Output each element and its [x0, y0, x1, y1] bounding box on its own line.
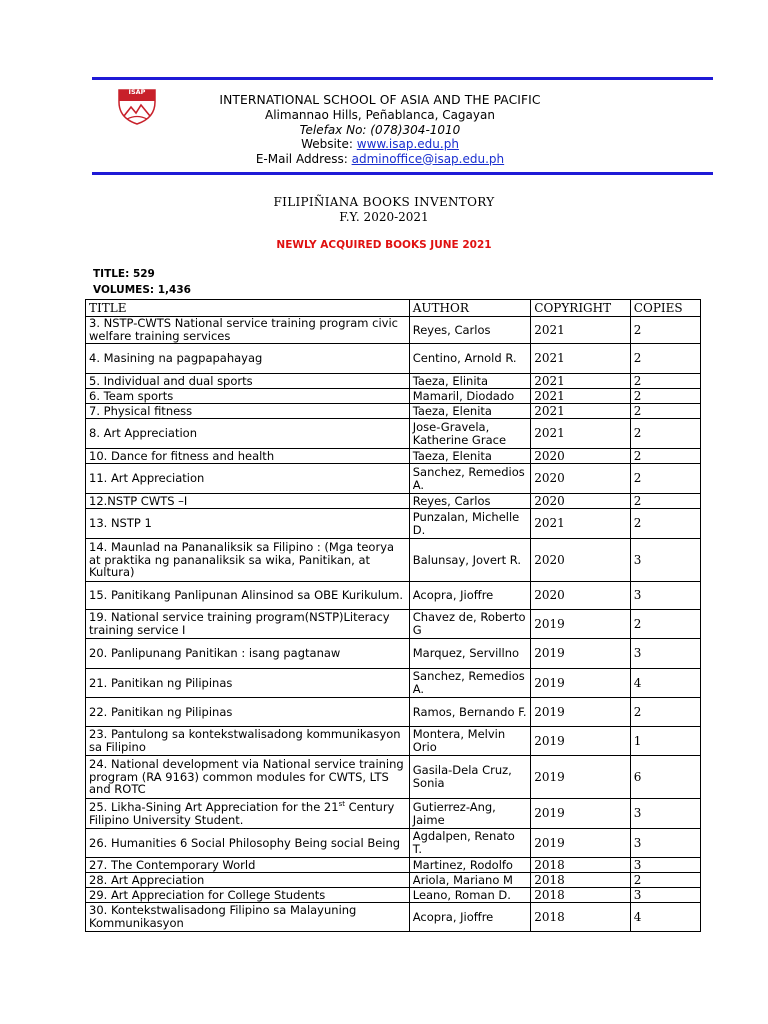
cell-title: 8. Art Appreciation	[86, 419, 410, 449]
table-row	[86, 610, 701, 639]
cell-title: 27. The Contemporary World	[86, 858, 410, 873]
cell-author: Taeza, Elinita	[409, 374, 531, 389]
cell-author: Acopra, Jioffre	[409, 582, 531, 610]
cell-copies: 3	[630, 799, 700, 829]
cell-title: 28. Art Appreciation	[86, 873, 410, 888]
cell-copyright: 2019	[531, 669, 631, 698]
cell-title: 24. National development via National service training program (RA 9163) common modules for CWTS, LTS and ROTC	[86, 756, 410, 799]
cell-copies: 3	[630, 829, 700, 858]
cell-author: Agdalpen, Renato T.	[409, 829, 531, 858]
cell-copyright: 2021	[531, 404, 631, 419]
table-row	[86, 449, 701, 464]
cell-copyright: 2021	[531, 344, 631, 374]
cell-author: Acopra, Jioffre	[409, 903, 531, 932]
cell-copyright: 2021	[531, 389, 631, 404]
cell-copyright: 2019	[531, 799, 631, 829]
cell-author: Jose-Gravela, Katherine Grace	[409, 419, 531, 449]
cell-author: Reyes, Carlos	[409, 494, 531, 509]
school-email	[160, 152, 600, 167]
website-link[interactable]: www.isap.edu.ph	[356, 137, 459, 151]
cell-copies: 2	[630, 404, 700, 419]
table-row	[86, 582, 701, 610]
cell-title-superscript: st	[338, 799, 345, 808]
table-row	[86, 888, 701, 903]
table-row	[86, 404, 701, 419]
newly-acquired-heading: NEWLY ACQUIRED BOOKS JUNE 2021	[276, 239, 492, 251]
table-row	[86, 374, 701, 389]
table-row	[86, 858, 701, 873]
table-row	[86, 727, 701, 756]
cell-copies: 2	[630, 389, 700, 404]
cell-copyright: 2018	[531, 873, 631, 888]
cell-title: 6. Team sports	[86, 389, 410, 404]
cell-title: 14. Maunlad na Pananaliksik sa Filipino : (Mga teorya at praktika ng pananaliksik sa wika, Panitikan, at Kultura)	[86, 539, 410, 582]
table-row	[86, 873, 701, 888]
cell-author: Mamaril, Diodado	[409, 389, 531, 404]
volumes-count: VOLUMES: 1,436	[93, 284, 191, 296]
header-copies: COPIES	[630, 300, 700, 317]
titles-count: TITLE: 529	[93, 268, 155, 280]
cell-copies: 2	[630, 449, 700, 464]
cell-title: 5. Individual and dual sports	[86, 374, 410, 389]
cell-title: 29. Art Appreciation for College Students	[86, 888, 410, 903]
school-address: Alimannao Hills, Peñablanca, Cagayan	[265, 108, 495, 122]
document-title: FILIPIÑIANA BOOKS INVENTORY	[273, 195, 495, 209]
cell-author: Centino, Arnold R.	[409, 344, 531, 374]
cell-copies: 2	[630, 317, 700, 344]
cell-copyright: 2020	[531, 582, 631, 610]
cell-copies: 3	[630, 539, 700, 582]
cell-copies: 3	[630, 858, 700, 873]
cell-title: 22. Panitikan ng Pilipinas	[86, 698, 410, 727]
cell-author: Taeza, Elenita	[409, 449, 531, 464]
cell-author: Balunsay, Jovert R.	[409, 539, 531, 582]
email-label: E-Mail Address:	[255, 151, 352, 166]
header-copyright: COPYRIGHT	[531, 300, 631, 317]
cell-copyright: 2020	[531, 464, 631, 494]
cell-copyright: 2018	[531, 903, 631, 932]
table-row	[86, 464, 701, 494]
cell-title: 11. Art Appreciation	[86, 464, 410, 494]
table-row	[86, 419, 701, 449]
cell-copies: 2	[630, 374, 700, 389]
cell-author: Gasila-Dela Cruz, Sonia	[409, 756, 531, 799]
cell-copyright: 2019	[531, 727, 631, 756]
cell-title: 23. Pantulong sa kontekstwalisadong kommunikasyon sa Filipino	[86, 727, 410, 756]
cell-author: Punzalan, Michelle D.	[409, 509, 531, 539]
cell-copyright: 2021	[531, 419, 631, 449]
table-row	[86, 539, 701, 582]
table-row	[86, 903, 701, 932]
cell-copyright: 2019	[531, 639, 631, 669]
cell-copyright: 2019	[531, 610, 631, 639]
cell-title: 19. National service training program(NSTP)Literacy training service I	[86, 610, 410, 639]
cell-author: Marquez, Servillno	[409, 639, 531, 669]
website-label: Website:	[301, 137, 357, 151]
cell-title-text: Century Filipino University Student.	[89, 799, 395, 827]
cell-title: 4. Masining na pagpapahayag	[86, 344, 410, 374]
cell-copies: 2	[630, 873, 700, 888]
cell-copies: 1	[630, 727, 700, 756]
inventory-table	[85, 299, 701, 932]
cell-copies: 3	[630, 582, 700, 610]
header-bottom-rule	[92, 172, 713, 175]
table-row	[86, 389, 701, 404]
cell-title: 3. NSTP-CWTS National service training program civic welfare training services	[86, 317, 410, 344]
table-header-row	[86, 300, 701, 317]
table-row	[86, 669, 701, 698]
cell-copyright: 2020	[531, 539, 631, 582]
fiscal-year: F.Y. 2020-2021	[339, 210, 429, 224]
cell-copyright: 2021	[531, 317, 631, 344]
cell-copyright: 2020	[531, 449, 631, 464]
cell-copies: 3	[630, 639, 700, 669]
cell-author: Sanchez, Remedios A.	[409, 464, 531, 494]
cell-copies: 3	[630, 888, 700, 903]
cell-copyright: 2021	[531, 509, 631, 539]
cell-title: 20. Panlipunang Panitikan : isang pagtanaw	[86, 639, 410, 669]
cell-copies: 6	[630, 756, 700, 799]
cell-author: Ariola, Mariano M	[409, 873, 531, 888]
cell-title: 30. Kontekstwalisadong Filipino sa Malayuning Kommunikasyon	[86, 903, 410, 932]
table-row	[86, 799, 701, 829]
table-row	[86, 344, 701, 374]
cell-title: 21. Panitikan ng Pilipinas	[86, 669, 410, 698]
table-row	[86, 639, 701, 669]
table-row	[86, 494, 701, 509]
cell-copyright: 2019	[531, 698, 631, 727]
cell-copies: 2	[630, 698, 700, 727]
school-telefax: Telefax No: (078)304-1010	[299, 122, 461, 137]
cell-title: 12.NSTP CWTS –I	[86, 494, 410, 509]
school-website	[160, 137, 600, 152]
cell-copies: 2	[630, 464, 700, 494]
cell-author: Leano, Roman D.	[409, 888, 531, 903]
header-author: AUTHOR	[409, 300, 531, 317]
cell-title-text: 25. Likha-Sining Art Appreciation for the 21	[89, 799, 339, 814]
cell-author: Ramos, Bernando F.	[409, 698, 531, 727]
cell-copyright: 2021	[531, 374, 631, 389]
cell-author: Montera, Melvin Orio	[409, 727, 531, 756]
cell-title: 10. Dance for fitness and health	[86, 449, 410, 464]
cell-author: Gutierrez-Ang, Jaime	[409, 799, 531, 829]
cell-title	[86, 799, 410, 829]
cell-title: 7. Physical fitness	[86, 404, 410, 419]
cell-copyright: 2018	[531, 888, 631, 903]
header-top-rule	[92, 77, 713, 80]
cell-copyright: 2018	[531, 858, 631, 873]
cell-title: 26. Humanities 6 Social Philosophy Being social Being	[86, 829, 410, 858]
logo-text: ISAP	[128, 88, 146, 96]
cell-copies: 4	[630, 669, 700, 698]
cell-copies: 4	[630, 903, 700, 932]
cell-copies: 2	[630, 494, 700, 509]
cell-copies: 2	[630, 344, 700, 374]
school-name: INTERNATIONAL SCHOOL OF ASIA AND THE PACIFIC	[219, 93, 541, 107]
table-row	[86, 756, 701, 799]
cell-title: 15. Panitikang Panlipunan Alinsinod sa OBE Kurikulum.	[86, 582, 410, 610]
cell-author: Reyes, Carlos	[409, 317, 531, 344]
table-row	[86, 509, 701, 539]
cell-title: 13. NSTP 1	[86, 509, 410, 539]
cell-author: Chavez de, Roberto G	[409, 610, 531, 639]
table-row	[86, 698, 701, 727]
cell-author: Sanchez, Remedios A.	[409, 669, 531, 698]
table-row	[86, 317, 701, 344]
cell-copies: 2	[630, 509, 700, 539]
table-row	[86, 829, 701, 858]
cell-copyright: 2019	[531, 756, 631, 799]
cell-author: Taeza, Elenita	[409, 404, 531, 419]
email-link[interactable]: adminoffice@isap.edu.ph	[351, 151, 505, 166]
cell-copyright: 2020	[531, 494, 631, 509]
cell-author: Martinez, Rodolfo	[409, 858, 531, 873]
cell-copies: 2	[630, 610, 700, 639]
header-title: TITLE	[86, 300, 410, 317]
cell-copyright: 2019	[531, 829, 631, 858]
cell-copies: 2	[630, 419, 700, 449]
school-header	[160, 92, 600, 166]
